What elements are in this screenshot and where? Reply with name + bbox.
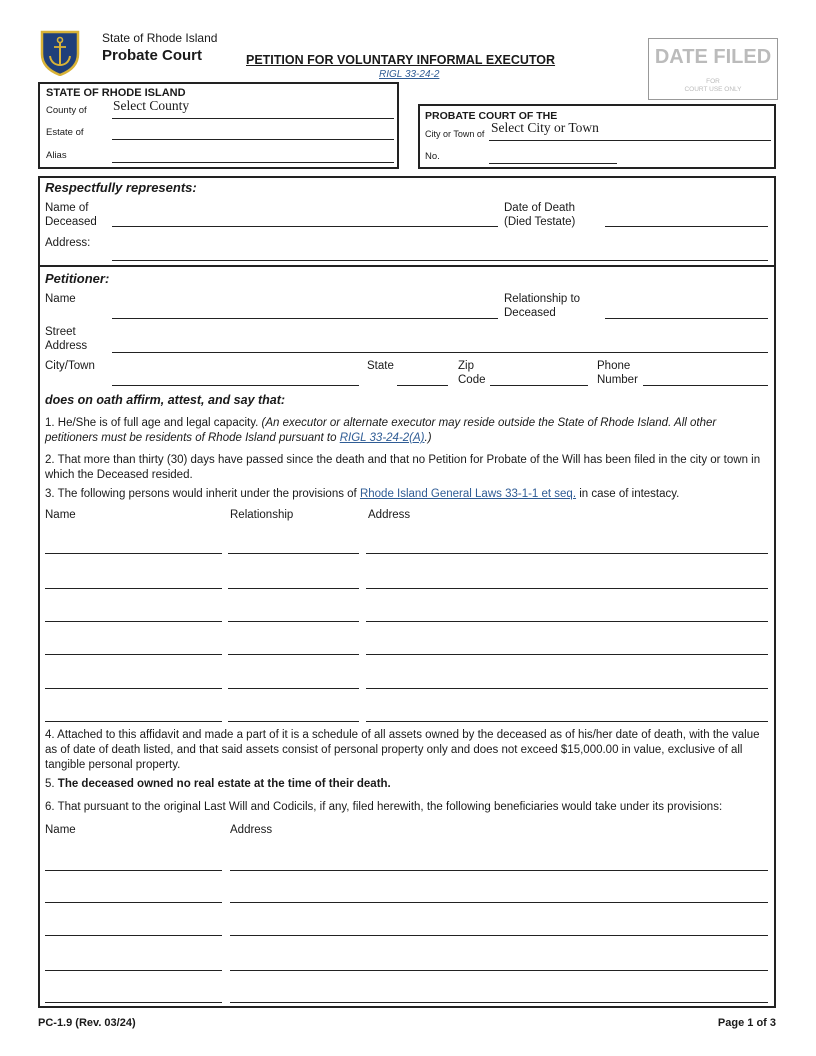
relationship-label-2: Deceased bbox=[504, 307, 556, 319]
phone-label-2: Number bbox=[597, 374, 638, 386]
heir-name-field[interactable] bbox=[45, 639, 222, 655]
zip-label-2: Code bbox=[458, 374, 486, 386]
state-box-heading: STATE OF RHODE ISLAND bbox=[46, 87, 186, 99]
statement-4: 4. Attached to this affidavit and made a part of it is a schedule of all assets owned by the deceased as of his/her date of death, with the value as of date of death listed, and that said assets consist of personal property only and does not exceed $15,000.00 in value, exclusive of all tangible personal property. bbox=[45, 729, 760, 771]
statement-3-text: 3. The following persons would inherit under the provisions of bbox=[45, 488, 360, 500]
statement-1-text: 1. He/She is of full age and legal capacity. bbox=[45, 417, 262, 429]
beneficiary-address-field[interactable] bbox=[230, 955, 768, 971]
deceased-name-label-2: Deceased bbox=[45, 216, 97, 228]
heir-relationship-field[interactable] bbox=[228, 606, 359, 622]
estate-field[interactable] bbox=[112, 124, 394, 140]
statement-6: 6. That pursuant to the original Last Will and Codicils, if any, filed herewith, the following beneficiaries would take under its provisions: bbox=[45, 801, 723, 813]
date-filed-label: DATE FILED bbox=[654, 46, 772, 68]
statement-2: 2. That more than thirty (30) days have passed since the death and that no Petition for Probate of the Will has been filed in the city or town in which the Deceased resided. bbox=[45, 454, 761, 481]
beneficiary-address-field[interactable] bbox=[230, 920, 768, 936]
heir-name-field[interactable] bbox=[45, 538, 222, 554]
court-use-line1: FOR bbox=[706, 78, 720, 85]
ri-general-laws-link[interactable]: Rhode Island General Laws 33-1-1 et seq. bbox=[359, 488, 577, 500]
deceased-address-field[interactable] bbox=[112, 245, 768, 261]
alias-label: Alias bbox=[46, 150, 67, 161]
statement-1-end: .) bbox=[424, 432, 432, 444]
heirs-col-address: Address bbox=[368, 509, 411, 521]
date-of-death-label-2: (Died Testate) bbox=[504, 216, 576, 228]
anchor-icon bbox=[38, 28, 82, 76]
beneficiary-name-field[interactable] bbox=[45, 887, 222, 903]
beneficiary-name-field[interactable] bbox=[45, 855, 222, 871]
beneficiary-name-field[interactable] bbox=[45, 920, 222, 936]
zip-label-1: Zip bbox=[458, 360, 474, 372]
estate-label: Estate of bbox=[46, 127, 84, 138]
beneficiary-name-field[interactable] bbox=[45, 987, 222, 1003]
city-label: City/Town bbox=[45, 360, 95, 372]
state-label: State bbox=[367, 360, 394, 372]
heir-address-field[interactable] bbox=[366, 673, 768, 689]
heir-name-field[interactable] bbox=[45, 706, 222, 722]
date-of-death-field[interactable] bbox=[605, 211, 768, 227]
beneficiary-address-field[interactable] bbox=[230, 887, 768, 903]
deceased-name-field[interactable] bbox=[112, 211, 498, 227]
city-town-line bbox=[489, 140, 771, 141]
relationship-field[interactable] bbox=[605, 303, 768, 319]
phone-field[interactable] bbox=[643, 370, 768, 386]
rigl-33-24-2a-link[interactable]: RIGL 33-24-2(A) bbox=[339, 432, 425, 444]
heirs-col-relationship: Relationship bbox=[230, 509, 294, 521]
beneficiary-address-field[interactable] bbox=[230, 987, 768, 1003]
court-name: Probate Court bbox=[102, 47, 203, 64]
heir-address-field[interactable] bbox=[366, 706, 768, 722]
case-no-label: No. bbox=[425, 151, 440, 162]
oath-heading: does on oath affirm, attest, and say that: bbox=[45, 393, 286, 407]
relationship-label-1: Relationship to bbox=[504, 293, 581, 305]
state-name: State of Rhode Island bbox=[102, 31, 218, 45]
heir-address-field[interactable] bbox=[366, 573, 768, 589]
statement-5-bold: The deceased owned no real estate at the time of their death. bbox=[57, 778, 391, 790]
city-town-select[interactable]: Select City or Town bbox=[491, 120, 599, 135]
heir-relationship-field[interactable] bbox=[228, 639, 359, 655]
county-label: County of bbox=[46, 105, 87, 116]
date-of-death-label-1: Date of Death bbox=[504, 202, 575, 214]
statement-5 bbox=[45, 777, 765, 792]
zip-field[interactable] bbox=[490, 370, 588, 386]
heir-address-field[interactable] bbox=[366, 538, 768, 554]
statement-1-italic: (An executor or alternate executor may reside outside the State of Rhode Island. All other petitioners must be residents of Rhode Island pursuant to bbox=[45, 417, 717, 444]
court-use-line2: COURT USE ONLY bbox=[684, 86, 742, 93]
main-form-box bbox=[38, 176, 776, 1008]
deceased-name-label-1: Name of bbox=[45, 202, 89, 214]
county-select[interactable]: Select County bbox=[113, 98, 190, 113]
heir-relationship-field[interactable] bbox=[228, 538, 359, 554]
petitioner-name-field[interactable] bbox=[112, 303, 498, 319]
date-filed-box bbox=[648, 38, 778, 100]
heir-address-field[interactable] bbox=[366, 639, 768, 655]
city-field[interactable] bbox=[112, 370, 359, 386]
statute-link[interactable]: RIGL 33-24-2 bbox=[379, 69, 440, 80]
statement-3 bbox=[45, 487, 765, 502]
statement-1 bbox=[45, 416, 765, 446]
deceased-address-label: Address: bbox=[45, 237, 91, 249]
heir-name-field[interactable] bbox=[45, 673, 222, 689]
court-box-heading: PROBATE COURT OF THE bbox=[425, 110, 558, 122]
represents-title: Respectfully represents: bbox=[45, 180, 197, 195]
form-title: PETITION FOR VOLUNTARY INFORMAL EXECUTOR bbox=[246, 53, 556, 67]
beneficiary-name-field[interactable] bbox=[45, 955, 222, 971]
statement-3-end: in case of intestacy. bbox=[576, 488, 680, 500]
street-label-2: Address bbox=[45, 340, 88, 352]
beneficiaries-col-name: Name bbox=[45, 824, 76, 836]
county-line bbox=[112, 118, 394, 119]
street-address-field[interactable] bbox=[112, 337, 768, 353]
phone-label-1: Phone bbox=[597, 360, 631, 372]
heir-relationship-field[interactable] bbox=[228, 573, 359, 589]
heir-address-field[interactable] bbox=[366, 606, 768, 622]
form-id: PC-1.9 (Rev. 03/24) bbox=[38, 1017, 136, 1029]
heir-name-field[interactable] bbox=[45, 573, 222, 589]
city-town-label: City or Town of bbox=[425, 129, 485, 139]
heir-relationship-field[interactable] bbox=[228, 673, 359, 689]
case-no-field[interactable] bbox=[489, 148, 617, 164]
heir-relationship-field[interactable] bbox=[228, 706, 359, 722]
heirs-col-name: Name bbox=[45, 509, 76, 521]
beneficiary-address-field[interactable] bbox=[230, 855, 768, 871]
rhode-island-seal bbox=[38, 28, 82, 76]
state-field[interactable] bbox=[397, 370, 448, 386]
petitioner-title: Petitioner: bbox=[45, 271, 110, 286]
alias-field[interactable] bbox=[112, 147, 394, 163]
petitioner-name-label: Name bbox=[45, 293, 76, 305]
page-number: Page 1 of 3 bbox=[717, 1017, 776, 1029]
section-divider bbox=[38, 265, 776, 267]
beneficiaries-col-address: Address bbox=[230, 824, 273, 836]
heir-name-field[interactable] bbox=[45, 606, 222, 622]
street-label-1: Street bbox=[45, 326, 76, 338]
statement-5-num: 5. bbox=[45, 778, 58, 790]
